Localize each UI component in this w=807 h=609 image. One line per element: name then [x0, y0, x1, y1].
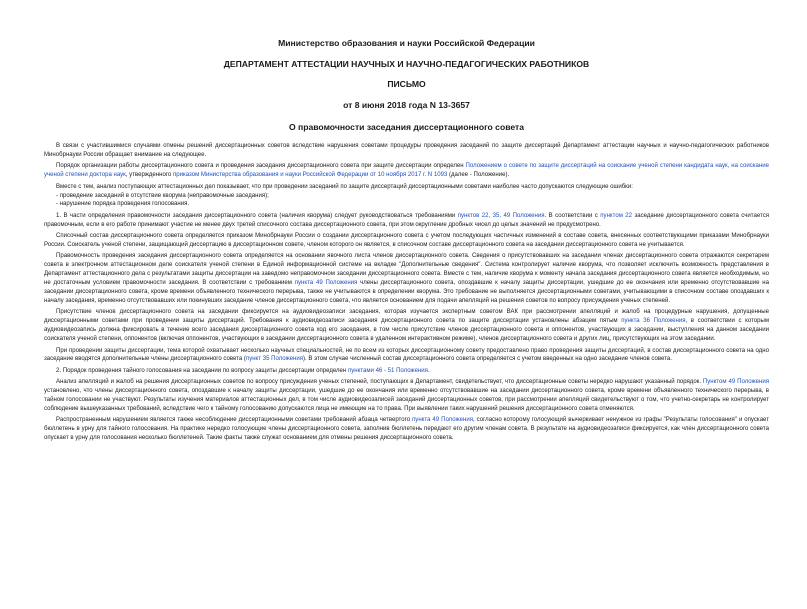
paragraph-appeals-analysis: Анализ апелляций и жалоб на решения диссертационных советов по вопросу присуждения ученых степеней, поступающих в Департамент, свидетельствует, что диссертационные советы нередко нарушают указанный порядок. Пунктом 49 Положения установлено, что члены диссертационного совета, опоздавшие к началу защиты диссертации, ушедшие до ее окончания или временно отсутствовавшие на заседании диссертационного совета, кроме времени объявленного технического перерыва, в тайном голосовании не участвуют. Результаты изучения материалов аттестационных дел, в том числе аудиовидеозаписей заседаний диссертационных советов, при рассмотрении апелляций свидетельствуют о том, что учетно-секретарь не контролирует соблюдение вышеуказанных требований, вследствие чего к тайному голосованию допускаются лица не имеющие на то права. При выявлении таких нарушений решения диссертационного совета отменяются.	[44, 379, 769, 412]
link-point-49-second[interactable]: Пунктом 49 Положения	[702, 379, 769, 386]
list-item-voting-violation: - нарушение порядка проведения голосования.	[56, 201, 190, 208]
paragraph-errors-intro: Вместе с тем, анализ поступающих аттестационных дел показывает, что при проведении заседаний по защите диссертаций диссертационными советами наиболее часто допускаются следующие ошибки:	[56, 183, 633, 190]
paragraph-voting-procedure: 2. Порядок проведения тайного голосования на заседании по вопросу защиты диссертации определен пунктами 46 - 51 Положения.	[56, 367, 430, 374]
paragraph-intro: В связи с участившимися случаями отмены решений диссертационных советов вследствие нарушения советами процедуры проведения заседаний по защите диссертаций Департамент аттестации научных и научно-педагогических работников Минобрнауки России обращает внимание на следующее.	[44, 143, 769, 158]
document-type: ПИСЬМО	[387, 79, 426, 89]
document-page	[0, 38, 807, 609]
paragraph-membership: Списочный состав диссертационного совета определяется приказом Минобрнауки России о создании диссертационного совета с учетом последующих частичных изменений в составе совета, внесенных соответствующими приказами Минобрнауки России. Соискатель ученой степени, защищающий диссертацию в диссертационном совете, членом которого он является, в списочном составе диссертационного совета на заседании диссертационного совета не учитывается.	[44, 233, 769, 249]
document-date-number: от 8 июня 2018 года N 13-3657	[343, 100, 470, 110]
list-item-no-quorum: - проведение заседаний в отсутствие кворума (неправомочные заседания);	[56, 192, 269, 199]
paragraph-quorum: 1. В части определения правомочности заседания диссертационного совета (наличия кворума) следует руководствоваться требованиями пунктов 22, 35, 49 Положения. В соответствии с пунктом 22 заседание диссертационного совета считается правомочным, если в его работе принимают участие не менее двух третей списочного состава диссертационного совета, при этом округление дробных чисел до целых значений не предусмотрено.	[44, 212, 769, 228]
link-point-49-third[interactable]: пункта 49 Положения	[412, 417, 473, 424]
link-points-22-35-49[interactable]: пунктов 22, 35, 49 Положения	[457, 212, 545, 219]
link-order-1093[interactable]: приказом Министерства образования и науки Российской Федерации от 10 ноября 2017 г. N 1093	[172, 172, 448, 179]
ministry-heading: Министерство образования и науки Российской Федерации	[278, 38, 535, 48]
paragraph-video-recording: Присутствие членов диссертационного совета на заседании фиксируется на аудиовидеозаписи заседания, которая изучается экспертным советом ВАК при рассмотрении апелляций и жалоб на процедурные нарушения, допущенные диссертационными советами при проведении защиты диссертаций. Требования к аудиовидеозаписи заседания диссертационного совета по защите диссертации установлены абзацем пятым пункта 36 Положения, в соответствии с которым аудиовидеозапись должна фиксировать в течение всего заседания диссертационного совета ход его заседания, в том числе присутствие членов диссертационного совета и оппонентов, участвующих в заседании, выступления на данном заседании соискателя ученой степени, оппонентов (включая оппонентов, участвующих в заседании диссертационного совета в удаленном интерактивном режиме), членов диссертационного совета и других лиц, присутствующих на этом заседании.	[44, 309, 770, 343]
paragraph-attendance-sheet: Правомочность проведения заседания диссертационного совета определяется на основании явочного листа членов диссертационного совета. Сведения о присутствовавших на заседании членах диссертационного совета отражаются секретарем совета в электронном аттестационном деле соискателя ученой степени в Единой информационной системе на вкладке "Дополнительные сведения". Система контролирует наличие кворума, что позволяет исключить возможность представления в Департамент аттестационного дела с результатами защиты диссертации на заведомо неправомочном заседании диссертационного совета. Вместе с тем, наличие кворума к моменту начала заседания диссертационного совета является необходимым, но не достаточным условием правомочности заседания. В соответствии с требованием пункта 49 Положения члены диссертационного совета, опоздавшие к началу защиты диссертации, ушедшие до ее окончания или временно отсутствовавшие на заседании диссертационного совета, кроме времени объявленного технического перерыва, также не учитываются в определении кворума. Это требование не выполняется диссертационными советами, учитывающими в списочном составе опоздавших к началу заседания, временно отсутствовавших или покинувших заседание членов диссертационного совета, что является основанием для подачи апелляций на решения советов по вопросу присуждения ученых степеней.	[44, 253, 769, 304]
paragraph-procedure: Порядок организации работы диссертационного совета и проведения заседания диссертационного совета при защите диссертации определен Положением о совете по защите диссертаций на соискание ученой степени кандидата наук, на соискание ученой степени доктора наук, утвержденного приказом Министерства образования и науки Российской Федерации от 10 ноября 2017 г. N 1093 (далее - Положение).	[44, 163, 769, 179]
document-body	[44, 142, 769, 443]
paragraph-additional-members: При проведении защиты диссертации, тема которой охватывает несколько научных специальностей, не по всем из которых диссертационному совету предоставлено право проведения защиты диссертаций, в состав диссертационного совета на одно заседание вводятся дополнительные члены диссертационного совета (пункт 35 Положения). В этом случае численный состав диссертационного совета определяется с учетом введенных на одно заседание членов совета.	[44, 347, 769, 363]
link-point-35[interactable]: пункт 35 Положения	[245, 356, 303, 363]
document-subject: О правомочности заседания диссертационного совета	[288, 122, 525, 132]
department-heading: ДЕПАРТАМЕНТ АТТЕСТАЦИИ НАУЧНЫХ И НАУЧНО-ПЕДАГОГИЧЕСКИХ РАБОТНИКОВ	[223, 59, 590, 69]
link-points-46-51[interactable]: пунктами 46 - 51 Положения	[347, 367, 428, 374]
link-point-36[interactable]: пункта 36 Положения	[621, 318, 686, 325]
paragraph-ballot-violation: Распространенным нарушением является также несоблюдение диссертационными советами требований абзаца четвертого пункта 49 Положения, согласно которому голосующий вычеркивает ненужное из графы "Результаты голосования" и опускает бюллетень в урну для тайного голосования. На практике нередко голосующие члены диссертационного совета, заполнив бюллетень передают его другим членам совета. В результате на аудиовидеозаписи фиксируется, как член диссертационного совета опускает в урну для голосования несколько бюллетеней. Такие факты также служат основанием для отмены решения диссертационного совета.	[44, 417, 769, 442]
link-regulation[interactable]: Положением о совете по защите диссертаций на соискание ученой степени кандидата наук, на соискание ученой степени доктора наук	[44, 163, 769, 179]
link-point-22[interactable]: пунктом 22	[600, 212, 633, 219]
link-point-49[interactable]: пункта 49 Положения	[294, 280, 358, 287]
